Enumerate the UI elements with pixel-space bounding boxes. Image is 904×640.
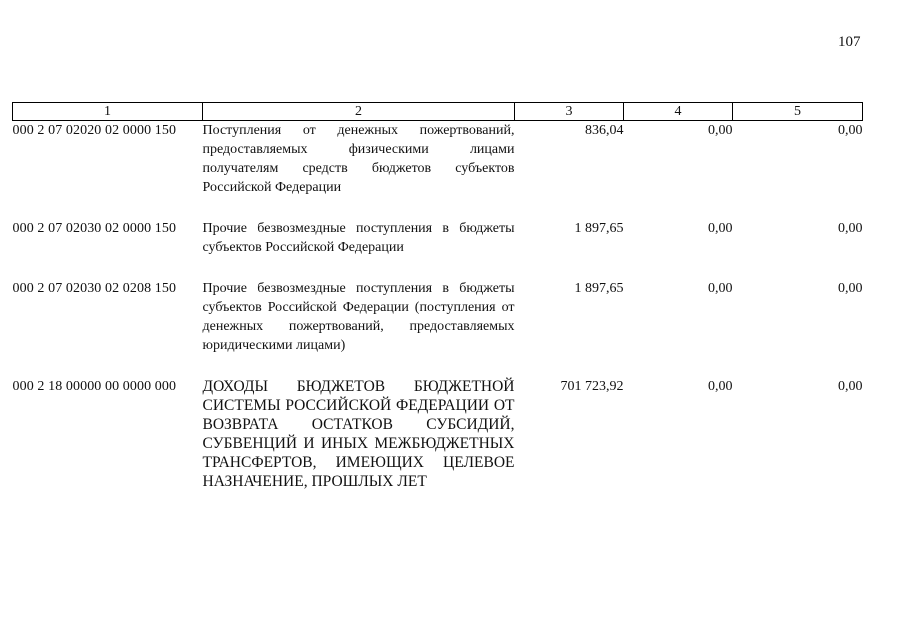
budget-code: 000 2 07 02030 02 0208 150 — [12, 281, 177, 296]
amount-col4: 0,00 — [708, 379, 733, 394]
column-header-5: 5 — [733, 103, 863, 121]
column-header-2: 2 — [203, 103, 515, 121]
column-header-4: 4 — [624, 103, 733, 121]
table-row — [13, 121, 863, 198]
row-spacer — [13, 355, 863, 377]
amount-col3: 1 897,65 — [574, 221, 624, 236]
table-row — [13, 377, 863, 491]
column-header-1: 1 — [13, 103, 203, 121]
amount-col3: 1 897,65 — [574, 281, 624, 296]
amount-col5: 0,00 — [838, 221, 863, 236]
income-description: ДОХОДЫ БЮДЖЕТОВ БЮДЖЕТНОЙ СИСТЕМЫ РОССИЙСКОЙ ФЕДЕРАЦИИ ОТ ВОЗВРАТА ОСТАТКОВ СУБСИДИЙ, СУБВЕНЦИЙ И ИНЫХ МЕЖБЮДЖЕТНЫХ ТРАНСФЕРТОВ, ИМЕЮЩИХ ЦЕЛЕВОЕ НАЗНАЧЕНИЕ, ПРОШЛЫХ ЛЕТ — [202, 378, 515, 490]
table-header-row — [13, 103, 863, 121]
amount-col3: 836,04 — [585, 123, 624, 138]
amount-col4: 0,00 — [708, 221, 733, 236]
income-description: Прочие безвозмездные поступления в бюджеты субъектов Российской Федерации — [202, 221, 515, 255]
amount-col5: 0,00 — [838, 123, 863, 138]
row-spacer — [13, 197, 863, 219]
table-row — [13, 279, 863, 355]
column-header-3: 3 — [515, 103, 624, 121]
amount-col5: 0,00 — [838, 281, 863, 296]
amount-col5: 0,00 — [838, 379, 863, 394]
budget-table — [12, 102, 863, 491]
table-row — [13, 219, 863, 257]
budget-code: 000 2 07 02030 02 0000 150 — [12, 221, 177, 236]
income-description: Поступления от денежных пожертвований, предоставляемых физическими лицами получателям средств бюджетов субъектов Российской Федерации — [202, 123, 515, 195]
budget-code: 000 2 07 02020 02 0000 150 — [12, 123, 177, 138]
budget-code: 000 2 18 00000 00 0000 000 — [12, 379, 177, 394]
row-spacer — [13, 257, 863, 279]
income-description: Прочие безвозмездные поступления в бюджеты субъектов Российской Федерации (поступления от денежных пожертвований, предоставляемых юридическими лицами) — [202, 281, 515, 353]
amount-col3: 701 723,92 — [560, 379, 624, 394]
amount-col4: 0,00 — [708, 123, 733, 138]
amount-col4: 0,00 — [708, 281, 733, 296]
page-number: 107 — [838, 34, 861, 50]
